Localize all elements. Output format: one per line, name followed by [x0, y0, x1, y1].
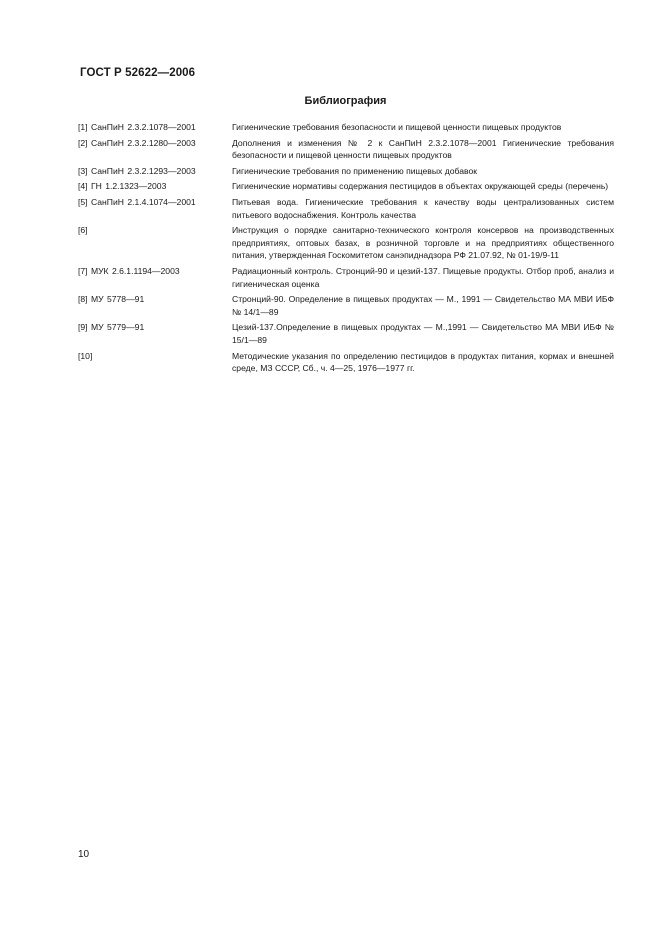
- entry-description: Методические указания по определению пестицидов в продуктах питания, кормах и внешней среде, МЗ СССР, Сб., ч. 4—25, 1976—1977 гг.: [232, 350, 614, 374]
- bibliography-entry: [78, 321, 614, 346]
- standard-designation: ГОСТ Р 52622—2006: [80, 67, 196, 79]
- entry-reference: [8] МУ 5778—91: [78, 294, 145, 305]
- entry-reference: [2] СанПиН 2.3.2.1280—2003: [78, 137, 196, 148]
- entry-description: Радиационный контроль. Стронций-90 и цезий-137. Пищевые продукты. Отбор проб, анализ и гигиеническая оценка: [232, 265, 614, 289]
- bibliography-entry: [78, 224, 614, 262]
- entry-reference: [3] СанПиН 2.3.2.1293—2003: [78, 165, 196, 176]
- bibliography-entry: [78, 137, 614, 162]
- entry-reference: [4] ГН 1.2.1323—2003: [78, 181, 167, 192]
- entry-description: Питьевая вода. Гигиенические требования к качеству воды централизованных систем питьевого водоснабжения. Контроль качества: [232, 196, 614, 220]
- entry-description: Стронций-90. Определение в пищевых продуктах — М., 1991 — Свидетельство МА МВИ ИБФ № 14/1—89: [232, 294, 614, 317]
- entry-description: Инструкция о порядке санитарно-технического контроля консервов на производственных предприятиях, оптовых базах, в розничной торговле и на предприятиях общественного питания, утвержденная Госкомитетом санэпиднадзора РФ 21.07.92, № 01-19/9-11: [232, 225, 614, 261]
- bibliography-entry: [78, 165, 614, 178]
- entry-description: Цезий-137.Определение в пищевых продуктах — М.,1991 — Свидетельство МА МВИ ИБФ № 15/1—89: [232, 322, 614, 345]
- bibliography-entry: [78, 350, 614, 375]
- entry-description: Гигиенические требования по применению пищевых добавок: [232, 165, 478, 176]
- bibliography-entry: [78, 265, 614, 290]
- entry-reference: [9] МУ 5779—91: [78, 322, 145, 333]
- page-number: 10: [78, 849, 90, 860]
- entry-reference: [5] СанПиН 2.1.4.1074—2001: [78, 196, 196, 207]
- entry-description: Дополнения и изменения № 2 к СанПиН 2.3.2.1078—2001 Гигиенические требования безопасности и пищевой ценности пищевых продуктов: [232, 137, 614, 161]
- entry-reference: [10]: [78, 350, 93, 361]
- bibliography-entry: [78, 196, 614, 221]
- bibliography-entry: [78, 121, 614, 134]
- entry-reference: [6]: [78, 225, 88, 236]
- entry-reference: [7] МУК 2.6.1.1194—2003: [78, 265, 180, 276]
- bibliography-entry: [78, 293, 614, 318]
- entry-description: Гигиенические требования безопасности и пищевой ценности пищевых продуктов: [232, 122, 562, 132]
- entry-description: Гигиенические нормативы содержания пестицидов в объектах окружающей среды (перечень): [232, 181, 609, 192]
- bibliography-entry: [78, 180, 614, 193]
- section-title: Библиография: [304, 95, 387, 107]
- bibliography-list: [78, 121, 614, 378]
- entry-reference: [1] СанПиН 2.3.2.1078—2001: [78, 122, 196, 132]
